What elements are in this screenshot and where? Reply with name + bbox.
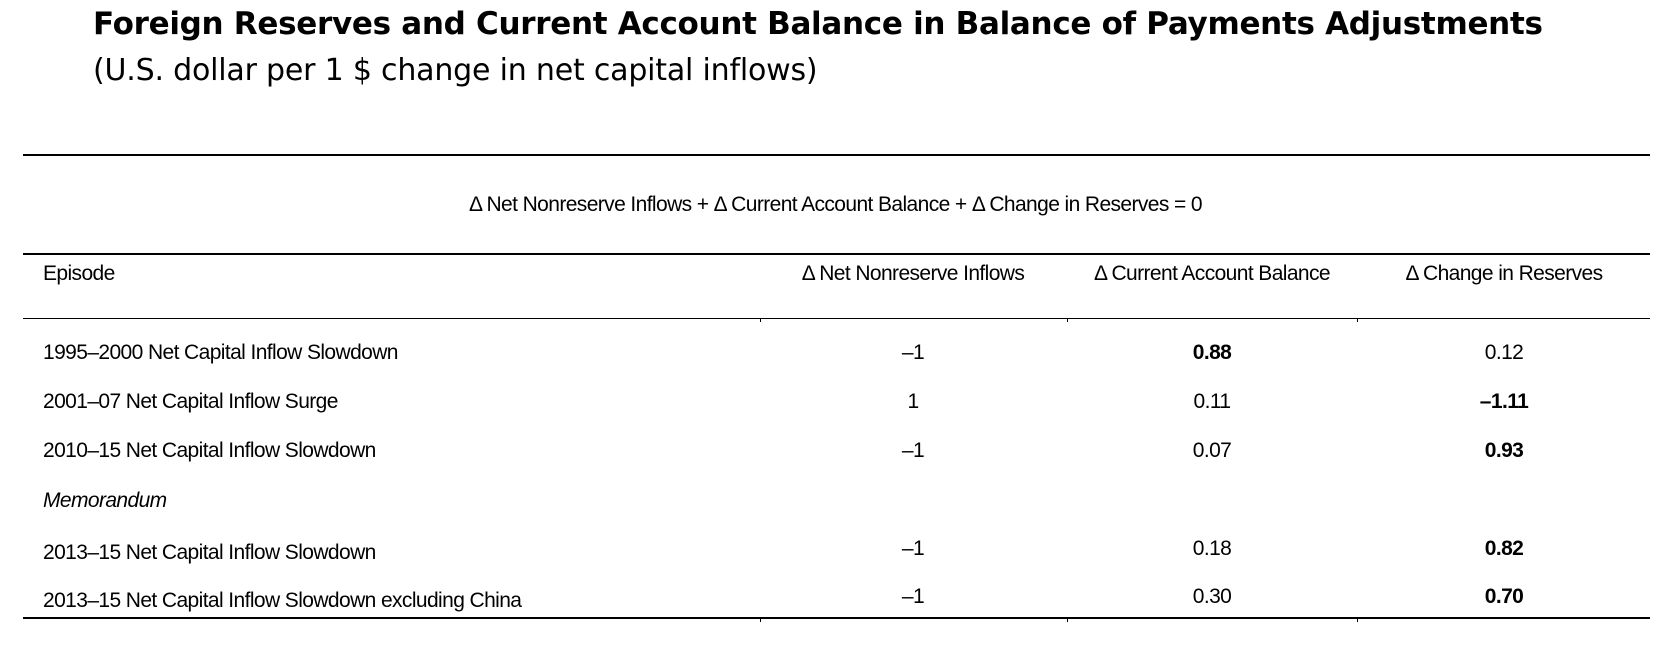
net-nonreserve-inflows-value: –1 [901,585,925,608]
current-account-balance-value: 0.88 [1192,341,1232,364]
page-title: Foreign Reserves and Current Account Balance in Balance of Payments Adjustments [93,6,1543,42]
current-account-balance-value: 0.07 [1192,439,1232,462]
table-row [0,585,1671,615]
column-divider-tick [1357,319,1358,322]
header-net-nonreserve-inflows: Δ Net Nonreserve Inflows [801,262,1025,285]
table-equation: Δ Net Nonreserve Inflows + Δ Current Account Balance + Δ Change in Reserves = 0 [468,193,1202,216]
header-top-rule [23,253,1650,255]
table-row [0,439,1671,469]
header-episode: Episode [43,262,115,285]
episode-label: 1995–2000 Net Capital Inflow Slowdown [43,341,398,364]
column-divider-tick [1357,619,1358,622]
episode-label: 2013–15 Net Capital Inflow Slowdown excluding China [43,589,522,612]
current-account-balance-value: 0.30 [1192,585,1232,608]
net-nonreserve-inflows-value: 1 [907,390,919,413]
net-nonreserve-inflows-value: –1 [901,341,925,364]
episode-label: 2010–15 Net Capital Inflow Slowdown [43,439,376,462]
table-top-rule [23,154,1650,156]
table-bottom-rule [23,617,1650,619]
episode-label: 2001–07 Net Capital Inflow Surge [43,390,338,413]
column-divider-tick [760,619,761,622]
header-change-in-reserves: Δ Change in Reserves [1405,262,1603,285]
episode-label: 2013–15 Net Capital Inflow Slowdown [43,541,376,564]
change-in-reserves-value: 0.82 [1484,537,1524,560]
current-account-balance-value: 0.11 [1193,390,1231,413]
table-row [0,390,1671,420]
change-in-reserves-value: –1.11 [1479,390,1529,413]
memorandum-heading: Memorandum [43,489,167,512]
change-in-reserves-value: 0.12 [1484,341,1524,364]
change-in-reserves-value: 0.70 [1484,585,1524,608]
column-divider-tick [1067,319,1068,322]
header-bottom-rule [23,318,1650,319]
header-current-account-balance: Δ Current Account Balance [1093,262,1330,285]
change-in-reserves-value: 0.93 [1484,439,1524,462]
current-account-balance-value: 0.18 [1192,537,1232,560]
net-nonreserve-inflows-value: –1 [901,439,925,462]
table-row [0,341,1671,371]
page-subtitle: (U.S. dollar per 1 $ change in net capital inflows) [93,53,818,88]
net-nonreserve-inflows-value: –1 [901,537,925,560]
column-divider-tick [760,319,761,322]
column-divider-tick [1067,619,1068,622]
table-row [0,537,1671,567]
